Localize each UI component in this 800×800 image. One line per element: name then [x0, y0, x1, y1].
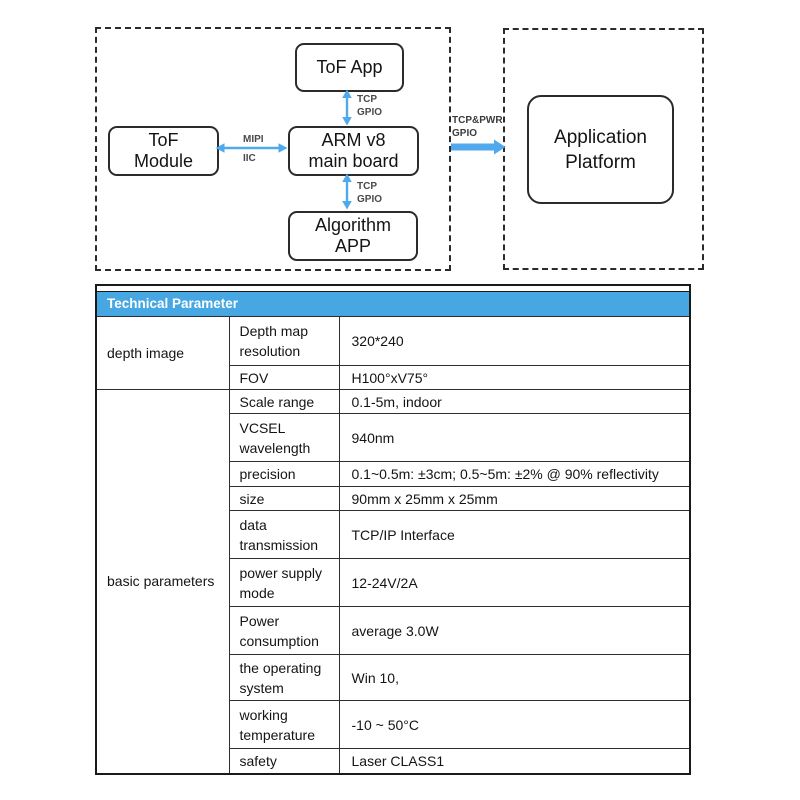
- param-cell: Depth map resolution: [229, 317, 339, 366]
- value-cell: 320*240: [339, 317, 690, 366]
- node-arm-label-line1: ARM v8: [321, 130, 386, 150]
- edge-label-line: TCP&PWR: [452, 115, 503, 126]
- edge-label-iic: IIC: [243, 153, 256, 164]
- thick-right-arrow-icon: [451, 139, 506, 155]
- param-cell: the operating system: [229, 655, 339, 701]
- node-platform-label-line2: Platform: [565, 151, 636, 173]
- node-algorithm-label-line1: Algorithm: [314, 215, 392, 235]
- double-arrow-icon: [341, 173, 353, 210]
- param-cell: data transmission: [229, 511, 339, 559]
- table-header-row: [96, 292, 690, 317]
- value-cell: H100°xV75°: [339, 366, 690, 390]
- node-application-platform: [527, 95, 674, 204]
- param-cell: size: [229, 487, 339, 511]
- node-arm-label-line2: main board: [308, 151, 399, 171]
- edge-label-tcp-pwr-gpio: [452, 114, 503, 140]
- value-cell: 12-24V/2A: [339, 559, 690, 607]
- node-algorithm-app: [288, 211, 418, 261]
- node-tof-app-label: ToF App: [316, 57, 383, 77]
- param-cell: precision: [229, 462, 339, 487]
- value-cell: 90mm x 25mm x 25mm: [339, 487, 690, 511]
- value-cell: 0.1~0.5m: ±3cm; 0.5~5m: ±2% @ 90% reflectivity: [339, 462, 690, 487]
- node-tof-module-label-line1: ToF: [148, 130, 179, 150]
- value-cell: -10 ~ 50°C: [339, 701, 690, 749]
- technical-parameter-table: [95, 284, 691, 775]
- param-cell: FOV: [229, 366, 339, 390]
- param-cell: safety: [229, 749, 339, 774]
- param-cell: power supply mode: [229, 559, 339, 607]
- value-cell: Win 10,: [339, 655, 690, 701]
- double-arrow-icon: [341, 89, 353, 126]
- param-cell: Scale range: [229, 390, 339, 414]
- table-row: [96, 317, 690, 366]
- category-cell: depth image: [96, 317, 229, 390]
- node-platform-label-line1: Application: [554, 126, 647, 148]
- table-title: Technical Parameter: [96, 292, 690, 317]
- value-cell: Laser CLASS1: [339, 749, 690, 774]
- edge-label-line: GPIO: [452, 128, 478, 139]
- value-cell: average 3.0W: [339, 607, 690, 655]
- value-cell: TCP/IP Interface: [339, 511, 690, 559]
- param-cell: working temperature: [229, 701, 339, 749]
- edge-label-line: GPIO: [357, 107, 383, 118]
- edge-label-line: TCP: [357, 94, 377, 105]
- node-tof-module-label-line2: Module: [133, 151, 194, 171]
- node-tof-module: [108, 126, 219, 176]
- edge-label-line: GPIO: [357, 194, 383, 205]
- param-cell: VCSEL wavelength: [229, 414, 339, 462]
- node-algorithm-label-line2: APP: [334, 236, 372, 256]
- value-cell: 0.1-5m, indoor: [339, 390, 690, 414]
- edge-label-tcp-gpio-top: [357, 93, 382, 119]
- param-cell: Power consumption: [229, 607, 339, 655]
- edge-label-mipi: MIPI: [243, 134, 264, 145]
- table-row: [96, 390, 690, 414]
- edge-label-line: TCP: [357, 181, 377, 192]
- edge-label-tcp-gpio-bottom: [357, 180, 382, 206]
- value-cell: 940nm: [339, 414, 690, 462]
- node-arm-main-board: [288, 126, 419, 176]
- category-cell: basic parameters: [96, 390, 229, 774]
- node-tof-app: [295, 43, 404, 92]
